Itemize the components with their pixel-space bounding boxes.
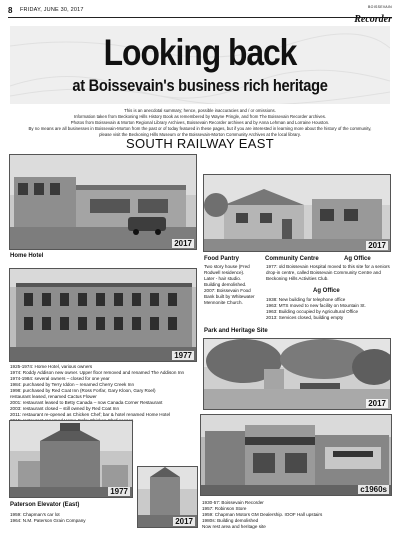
- brand-name: Recorder: [354, 14, 392, 25]
- text-line: 1957: Robinson Store: [202, 506, 247, 511]
- elevator-2017-photo: [137, 466, 198, 528]
- newspaper-brand: [354, 5, 392, 27]
- brand-small: BOISSEVAIN: [368, 5, 392, 9]
- home-hotel-title: Home Hotel: [10, 253, 44, 259]
- ag-office-text: [266, 297, 392, 321]
- community-centre-title: Community Centre: [265, 256, 319, 262]
- text-line: 1980s: Building demolished: [202, 518, 259, 523]
- text-line: 1963: MTS moved to new facility on Mountain St.: [266, 303, 366, 308]
- text-line: 1984: purchased by Terry Iddon – renamed Cherry Creek Inn: [10, 382, 135, 387]
- text-line: restaurant leased, renamed Cactus Flower: [10, 394, 97, 399]
- elevator-1977-photo: [9, 420, 133, 498]
- text-line: Now rest area and heritage site: [202, 524, 266, 529]
- ag-office-title: Ag Office: [313, 288, 340, 294]
- recorder-c1960s-photo: [200, 414, 392, 496]
- intro-line: Photos from Boissevain & Morton Regional Library Archives, Boissevain Recorder archives and by Anna Lehman and Lorraine Houston.: [70, 120, 330, 125]
- park-heritage-title: Park and Heritage Site: [204, 328, 268, 334]
- photo-year: 2017: [368, 241, 386, 250]
- section-title: SOUTH RAILWAY EAST: [126, 136, 274, 151]
- photo-year: 2017: [368, 399, 386, 408]
- photo-year: 2017: [175, 517, 193, 526]
- text-line: 1974: Roddy Addison new owner. Upper floor removed and renamed The Addison Inn: [10, 370, 185, 375]
- text-line: Two story house (Fred: [204, 264, 250, 269]
- food-pantry-title: Food Pantry: [204, 256, 240, 262]
- text-line: 1998: purchased by Red Coat Inn (Ross Forfar, Gary Kloon, Gary Roel): [10, 388, 156, 393]
- text-line: 1959: Chapman's car lot: [10, 512, 60, 517]
- photo-year: 1977: [174, 351, 192, 360]
- photo-year: 2017: [174, 239, 192, 248]
- text-line: 1938: New building for telephone office: [266, 297, 346, 302]
- home-hotel-1977-photo: [9, 268, 197, 362]
- text-line: 2001: restaurant leased to Betty Canada – now Canada Corner Restaurant: [10, 400, 163, 405]
- intro-line: Information taken from Beckoning Hills History Book as remembered by Wayne Pringle, and from The Boissevain Recorder archives.: [73, 114, 327, 119]
- text-line: 1963: Building occupied by Agricultural Office: [266, 309, 359, 314]
- text-line: 1930-57: Boissevain Recorder: [202, 500, 264, 505]
- issue-date: FRIDAY, JUNE 30, 2017: [20, 7, 84, 13]
- text-line: 1964: N.M. Paterson Grain Company: [10, 518, 86, 523]
- photo-year: c1960s: [360, 485, 387, 494]
- headline-subtitle: at Boissevain's business rich heritage: [72, 76, 328, 95]
- text-line: 1959: Chapman Motors GM Dealership. IOOF Hall upstairs: [202, 512, 323, 517]
- text-line: Mennonite Church.: [204, 300, 243, 305]
- headline-title: Looking back: [103, 32, 297, 73]
- intro-line: This is an anecdotal summary; hence, possible inaccuracies and / or omissions.: [124, 108, 276, 113]
- home-hotel-2017-photo: [9, 154, 197, 250]
- intro-text: [22, 108, 378, 138]
- text-line: 2003: restaurant closed – still owned by Red Coat Inn: [10, 406, 120, 411]
- home-hotel-history: [10, 364, 200, 424]
- community-centre-text: [266, 264, 392, 282]
- text-line: 1977: old Boissevain Hospital moved to this site for a seniors drop-in centre, called Boissevain Community Centre and Beckoning Hills Activities Club.: [266, 264, 390, 281]
- text-line: Later - hair studio.: [204, 276, 242, 281]
- park-heritage-2017-photo: [203, 338, 391, 410]
- intro-line: By no means are all businesses in Boissevain-Morton from the past or of today featured in these pages, but if you are interested in learning more about the history of the community, please visit the Beckoning Hills Museum or the Boissevain-Morton Community Archives at the local library.: [28, 126, 372, 137]
- page-number: 8: [8, 6, 13, 15]
- masthead: [8, 5, 392, 25]
- text-line: Bank built by Whitewater: [204, 294, 255, 299]
- food-pantry-2017-photo: [203, 174, 391, 252]
- text-line: Building demolished.: [204, 282, 247, 287]
- elevator-text: [10, 512, 136, 524]
- recorder-site-text: [202, 500, 394, 530]
- elevator-title: Paterson Elevator (East): [10, 502, 80, 508]
- text-line: Rodwell residence).: [204, 270, 245, 275]
- text-line: 2011: restaurant re-opened as Chicken Chef; bar & hotel renamed Home Hotel: [10, 412, 171, 417]
- headline-banner: [10, 26, 390, 104]
- text-line: 1974-1984: several owners – closed for one year: [10, 376, 110, 381]
- text-line: 2013: Services closed, building empty: [266, 315, 344, 320]
- photo-year: 1977: [110, 487, 128, 496]
- food-pantry-text: [204, 264, 262, 306]
- text-line: 1925-1974: Home Hotel, various owners: [10, 364, 93, 369]
- text-line: 2007: Boissevain Food: [204, 288, 251, 293]
- ag-office-top-title: Ag Office: [344, 256, 371, 262]
